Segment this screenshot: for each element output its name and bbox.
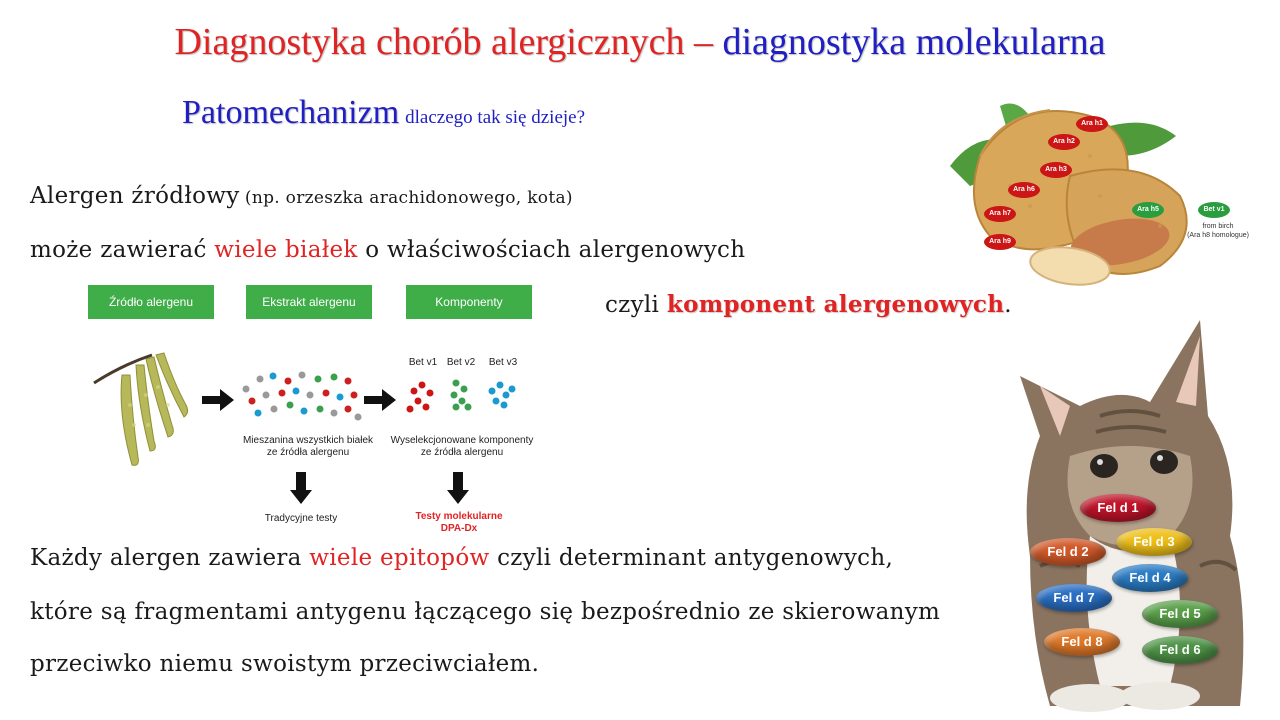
mixture-caption — [228, 435, 388, 459]
paragraph1-line1 — [30, 183, 573, 209]
subtitle-main: Patomechanizm — [182, 94, 400, 131]
subtitle-note: dlaczego tak się dzieje? — [405, 107, 586, 128]
arrow-down-1-icon — [290, 472, 312, 504]
fel-d5-badge: Fel d 5 — [1142, 600, 1218, 628]
box-extract: Ekstrakt alergenu — [246, 285, 372, 319]
peanut-badge-ara-h2: Ara h2 — [1048, 134, 1080, 150]
arrow-down-2-icon — [447, 472, 469, 504]
source-allergen-text: Alergen źródłowy — [30, 183, 240, 209]
peanut-badge-ara-h1: Ara h1 — [1076, 116, 1108, 132]
epitope-line-before: Każdy alergen zawiera — [30, 545, 310, 571]
molecular-tests-line1: Testy molekularne — [415, 511, 503, 522]
peanut-badge-ara-h3: Ara h3 — [1040, 162, 1072, 178]
subtitle-row — [182, 94, 585, 132]
peanut-badge-ara-h7: Ara h7 — [984, 206, 1016, 222]
epitope-line-after: czyli determinant antygenowych, — [489, 545, 894, 571]
peanut-badge-ara-h6: Ara h6 — [1008, 182, 1040, 198]
paragraph2-line3: przeciwko niemu swoistym przeciwciałem. — [30, 651, 540, 677]
birch-note-line2: (Ara h8 homologue) — [1187, 232, 1249, 239]
box-source: Źródło alergenu — [88, 285, 214, 319]
title-part-blue: diagnostyka molekularna — [722, 21, 1106, 63]
source-allergen-example: (np. orzeszka arachidonowego, kota) — [244, 188, 573, 208]
fel-d6-badge: Fel d 6 — [1142, 636, 1218, 664]
fel-d2-badge: Fel d 2 — [1030, 538, 1106, 566]
component-label-3: Bet v3 — [488, 357, 518, 368]
line2-before: może zawierać — [30, 237, 215, 263]
traditional-tests-label: Tradycyjne testy — [264, 513, 338, 524]
birch-catkin-image — [92, 325, 196, 475]
component-label-1: Bet v1 — [408, 357, 438, 368]
allergen-diagram — [88, 285, 536, 535]
mixture-caption-line2: ze źródła alergenu — [266, 447, 350, 458]
paragraph2-line2: które są fragmentami antygenu łączącego się bezpośrednio ze skierowanym — [30, 599, 941, 625]
component-dots — [406, 377, 526, 417]
line3-before: czyli — [605, 292, 667, 318]
peanut-badge-ara-h9: Ara h9 — [984, 234, 1016, 250]
slide-title — [0, 20, 1280, 64]
components-caption-line1: Wyselekcjonowane komponenty — [390, 435, 534, 446]
cat-illustration — [1000, 306, 1270, 716]
protein-mixture-dots — [238, 371, 363, 423]
molecular-tests-label — [396, 511, 522, 535]
paragraph2-line1 — [30, 545, 893, 571]
fel-d4-badge: Fel d 4 — [1112, 564, 1188, 592]
line2-highlight: wiele białek — [214, 237, 358, 263]
box-components: Komponenty — [406, 285, 532, 319]
title-part-red: Diagnostyka chorób alergicznych – — [174, 21, 723, 63]
components-caption-line2: ze źródła alergenu — [420, 447, 504, 458]
fel-d7-badge: Fel d 7 — [1036, 584, 1112, 612]
paragraph1-line2 — [30, 237, 745, 263]
birch-note — [1180, 222, 1256, 240]
birch-note-line1: from birch — [1202, 223, 1234, 230]
components-caption — [384, 435, 540, 459]
birch-badge-bet-v1: Bet v1 — [1198, 202, 1230, 218]
fel-d1-badge: Fel d 1 — [1080, 494, 1156, 522]
peanut-illustration — [940, 96, 1260, 296]
epitope-highlight: wiele epitopów — [309, 545, 490, 571]
molecular-tests-line2: DPA-Dx — [440, 523, 478, 534]
fel-d3-badge: Fel d 3 — [1116, 528, 1192, 556]
mixture-caption-line1: Mieszanina wszystkich białek — [242, 435, 374, 446]
peanut-badge-ara-h5: Ara h5 — [1132, 202, 1164, 218]
component-label-2: Bet v2 — [446, 357, 476, 368]
line2-after: o właściwościach alergenowych — [357, 237, 746, 263]
fel-d8-badge: Fel d 8 — [1044, 628, 1120, 656]
line3-after: . — [1004, 292, 1012, 318]
arrow-right-1-icon — [202, 389, 236, 411]
line3-highlight: komponent alergenowych — [666, 291, 1005, 318]
arrow-right-2-icon — [364, 389, 398, 411]
